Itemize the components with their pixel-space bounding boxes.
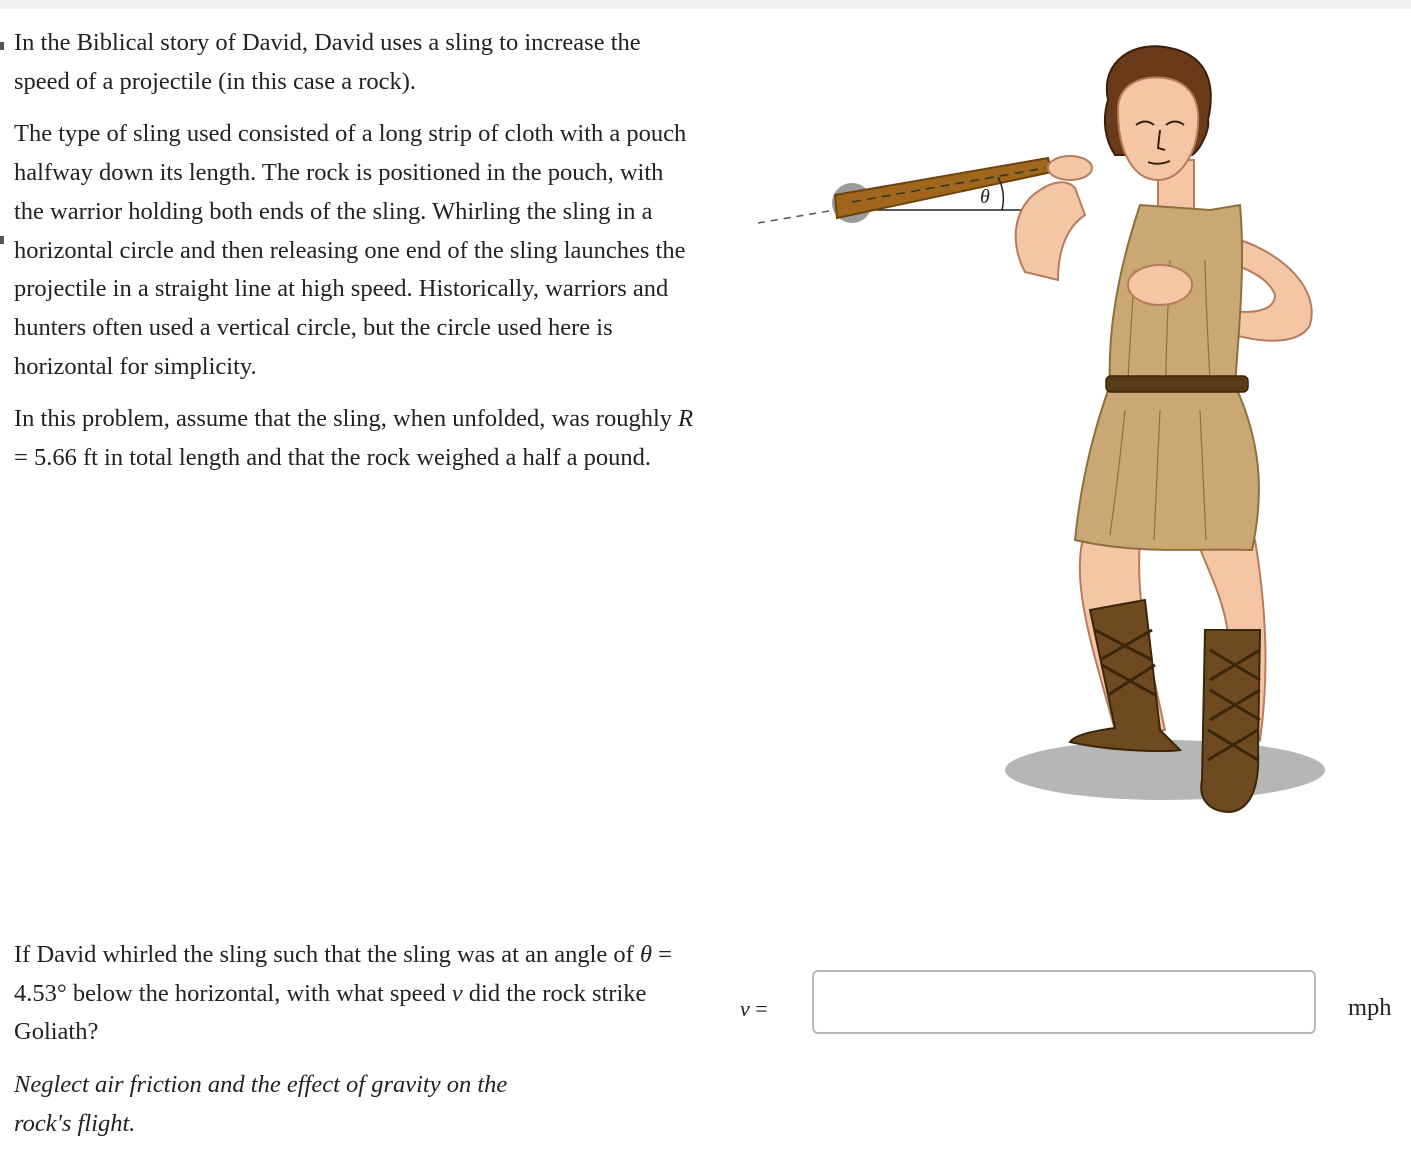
belt — [1106, 376, 1248, 392]
david-illustration — [740, 40, 1411, 840]
angle-theta-label: θ — [980, 186, 990, 208]
answer-label-variable: v — [740, 996, 750, 1021]
question-note: Neglect air friction and the effect of gravity on the rock's flight. — [14, 1071, 508, 1137]
left-hand — [1128, 265, 1192, 305]
david-sling-figure — [740, 40, 1411, 840]
speed-variable: v — [451, 979, 463, 1007]
edge-marker — [0, 42, 4, 50]
question-text: If David whirled the sling such that the sling was at an angle of θ = 4.53° below the horizontal, with what speed v did the rock strike Goliath? — [14, 941, 672, 1046]
dashed-extension-line — [758, 210, 835, 223]
answer-label — [740, 994, 768, 1024]
degree-symbol: ° — [56, 979, 67, 1007]
answer-unit: mph — [1348, 994, 1392, 1021]
angle-value: 4.53 — [14, 979, 57, 1007]
right-hand — [1048, 156, 1092, 180]
top-strip — [0, 0, 1411, 9]
theta-variable: θ — [639, 941, 653, 968]
problem-intro — [14, 24, 694, 478]
sling-strap — [835, 158, 1052, 218]
question-block — [14, 936, 694, 1144]
intro-paragraph-2: The type of sling used consisted of a long strip of cloth with a pouch halfway down its length. The rock is positioned in the pouch, with the warrior holding both ends of the sling. Whirling the sling in a horizontal circle and then releasing one end of the sling launches the projectile in a straight line at high speed. Historically, warriors and hunters often used a vertical circle, but the circle used here is horizontal for simplicity. — [14, 120, 687, 380]
length-variable: R — [678, 405, 694, 433]
edge-marker — [0, 236, 4, 244]
length-value: 5.66 — [33, 444, 77, 472]
left-sandal — [1201, 630, 1260, 812]
intro-paragraph-1: In the Biblical story of David, David uses a sling to increase the speed of a projectile (in this case a rock). — [14, 29, 641, 95]
speed-answer-input[interactable] — [812, 970, 1316, 1034]
intro-paragraph-3: In this problem, assume that the sling, when unfolded, was roughly R = 5.66 ft in total length and that the rock weighed a half a pound. — [14, 405, 694, 472]
answer-label-equals: = — [755, 996, 768, 1021]
right-arm — [1016, 182, 1085, 280]
